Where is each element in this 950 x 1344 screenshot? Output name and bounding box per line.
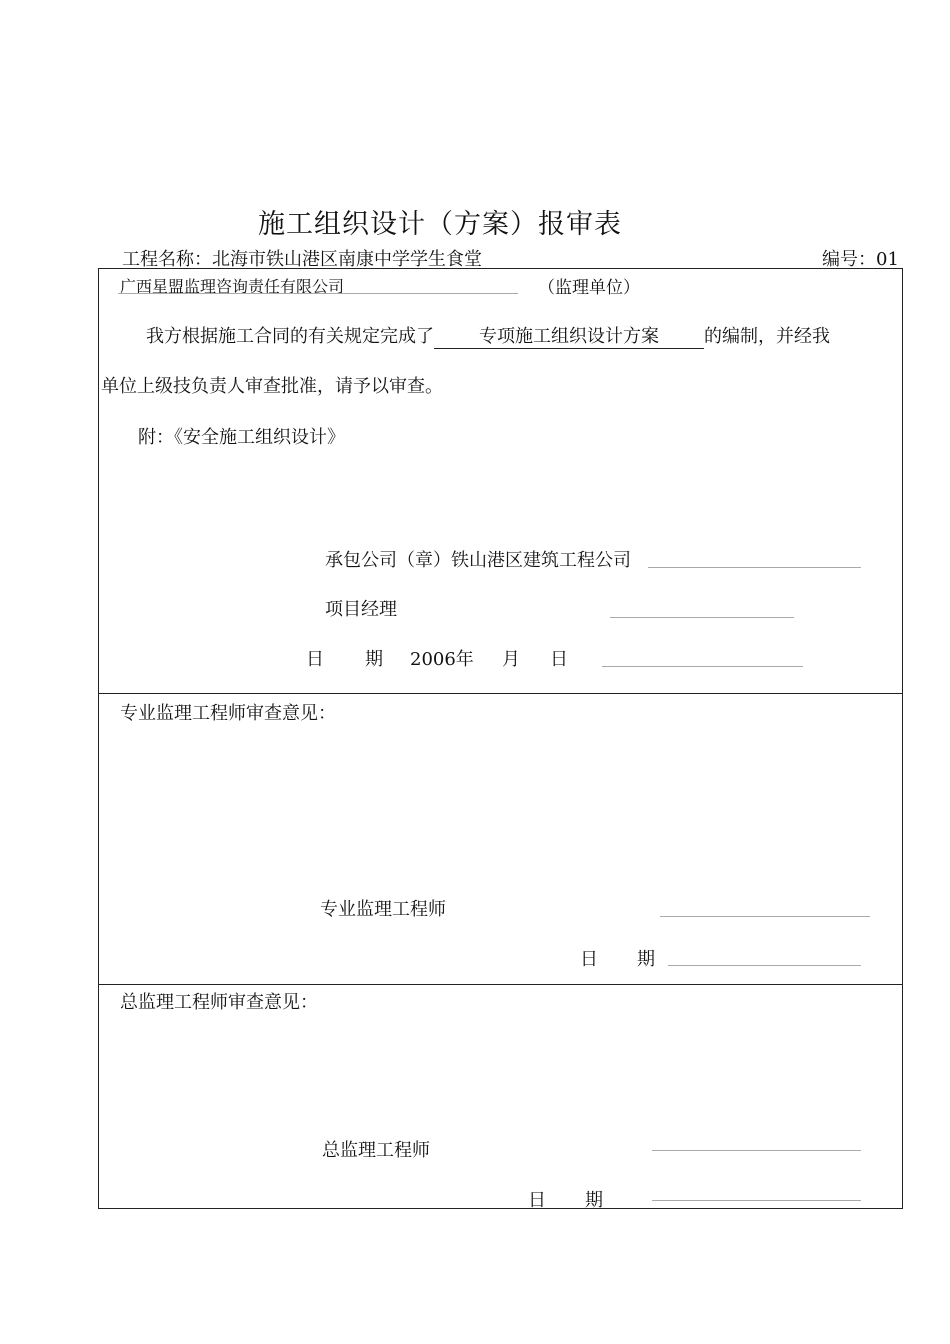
engineer-date-qi: 期 — [637, 949, 655, 970]
chief-date-ri: 日 — [528, 1190, 546, 1211]
engineer-review-heading: 专业监理工程师审查意见： — [120, 703, 336, 724]
paragraph-prefix: 我方根据施工合同的有关规定完成了 — [146, 326, 434, 347]
date-day: 日 — [550, 649, 568, 670]
submission-date-line — [602, 666, 803, 667]
date-year: 2006年 — [410, 649, 474, 670]
chief-engineer-label: 总监理工程师 — [322, 1140, 430, 1161]
project-manager-signature-line — [610, 617, 794, 618]
engineer-label: 专业监理工程师 — [320, 899, 446, 920]
document-number: 编号：01 — [822, 249, 899, 270]
chief-date-line — [652, 1200, 861, 1201]
engineer-date-ri: 日 — [580, 949, 598, 970]
paragraph-suffix: 的编制，并经我 — [704, 326, 830, 347]
form-title: 施工组织设计（方案）报审表 — [258, 209, 622, 240]
submission-paragraph-line1 — [146, 322, 830, 349]
project-manager-label: 项目经理 — [325, 599, 397, 620]
contractor-signature-line — [648, 567, 861, 568]
date-month: 月 — [502, 649, 520, 670]
engineer-signature-line — [660, 916, 870, 917]
submission-paragraph-line2: 单位上级技负责人审查批准，请予以审查。 — [101, 376, 443, 397]
supervisor-unit-label: （监理单位） — [538, 278, 640, 298]
contractor-label: 承包公司（章）铁山港区建筑工程公司 — [325, 550, 631, 571]
date-qi-label: 期 — [365, 649, 383, 670]
project-name-label: 工程名称：北海市铁山港区南康中学学生食堂 — [122, 249, 482, 270]
engineer-date-line — [668, 965, 861, 966]
chief-date-qi: 期 — [585, 1190, 603, 1211]
engineer-review-section — [98, 693, 903, 985]
date-ri-label: 日 — [306, 649, 324, 670]
supervisor-company: 广西星盟监理咨询责任有限公司 — [120, 277, 345, 296]
chief-review-heading: 总监理工程师审查意见： — [120, 992, 318, 1013]
attachment-note: 附：《安全施工组织设计》 — [138, 427, 345, 448]
chief-review-section — [98, 984, 903, 1209]
chief-signature-line — [652, 1150, 861, 1151]
supervisor-company-underline — [118, 293, 518, 294]
plan-name: 专项施工组织设计方案 — [434, 322, 704, 349]
